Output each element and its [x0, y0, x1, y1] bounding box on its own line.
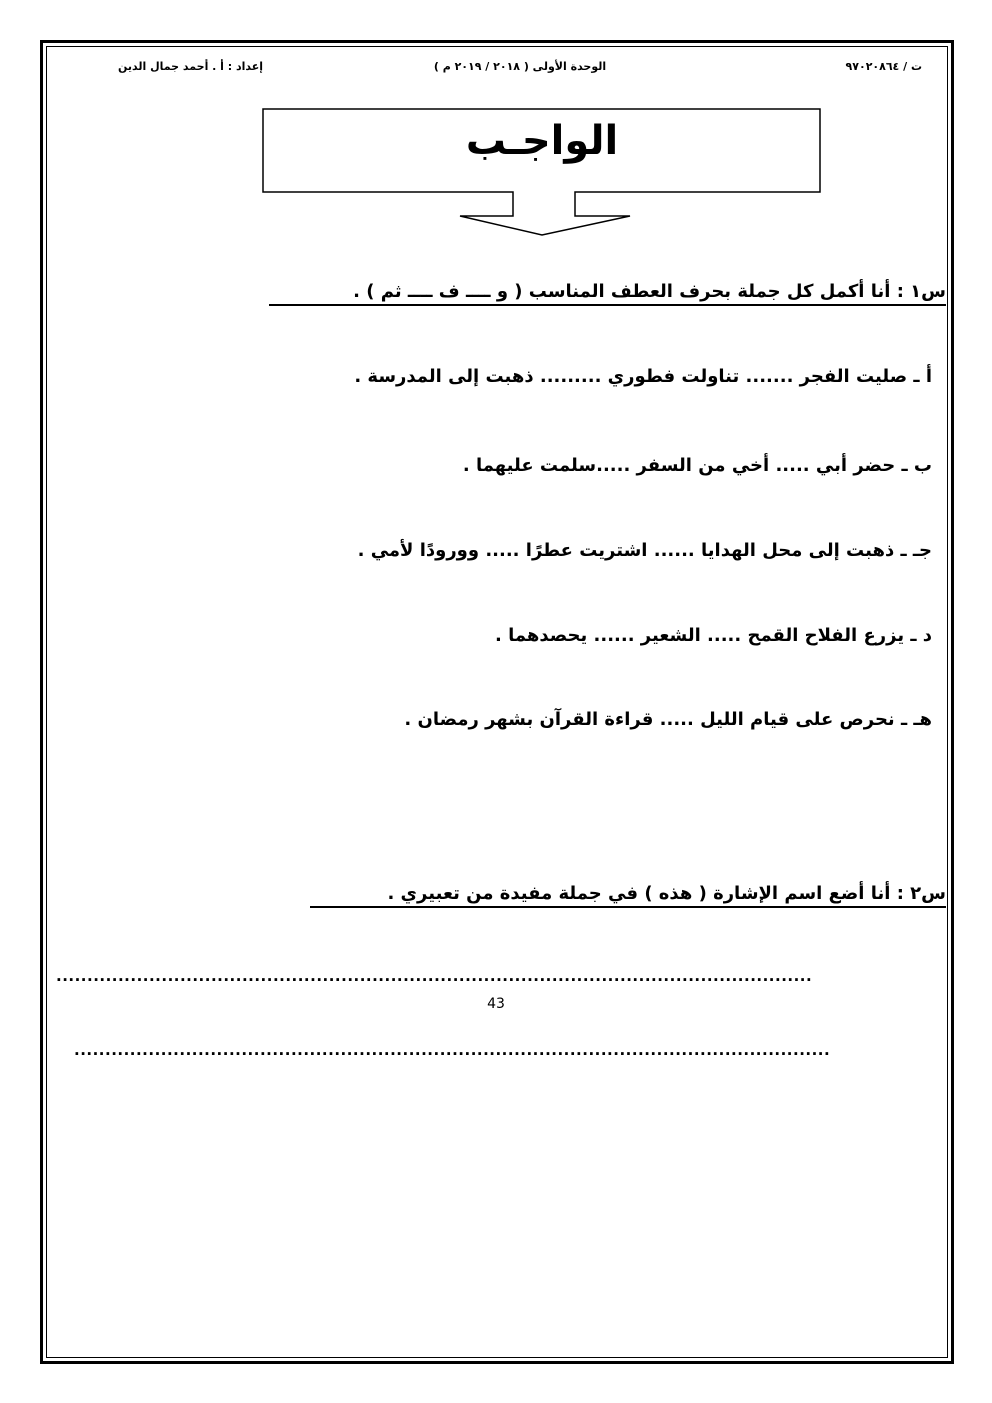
header-author: إعداد : أ . أحمد جمال الدين	[118, 60, 264, 73]
question-1-item-d: د ـ يزرع الفلاح القمح ..... الشعير ...... يحصدهما .	[494, 625, 932, 646]
page-title: الواجـب	[465, 118, 619, 164]
question-1: س١ : أنا أكمل كل جملة بحرف العطف المناسب ( و ــــ ف ــــ ثم ) .	[269, 281, 946, 306]
header-phone: ت / ٩٧٠٢٠٨٦٤	[845, 60, 922, 73]
answer-line-2: ..........................................................................................................................	[74, 1041, 831, 1059]
answer-line-1: ..........................................................................................................................	[56, 967, 813, 985]
page-border-inner	[46, 46, 948, 1358]
question-2: س٢ : أنا أضع اسم الإشارة ( هذه ) في جملة مفيدة من تعبيري .	[310, 883, 946, 908]
header-unit: الوحدة الأولى ( ٢٠١٨ / ٢٠١٩ م )	[433, 60, 607, 73]
question-1-item-b: ب ـ حضر أبي ..... أخي من السفر .....سلمت عليهما .	[462, 455, 932, 476]
question-1-item-a: أ ـ صليت الفجر ....... تناولت فطوري ......... ذهبت إلى المدرسة .	[354, 366, 932, 387]
question-1-item-e: هـ ـ نحرص على قيام الليل ..... قراءة القرآن بشهر رمضان .	[404, 709, 932, 730]
page-number: 43	[487, 996, 505, 1012]
question-1-item-c: جـ ـ ذهبت إلى محل الهدايا ...... اشتريت عطرًا ..... وورودًا لأمي .	[357, 540, 932, 561]
